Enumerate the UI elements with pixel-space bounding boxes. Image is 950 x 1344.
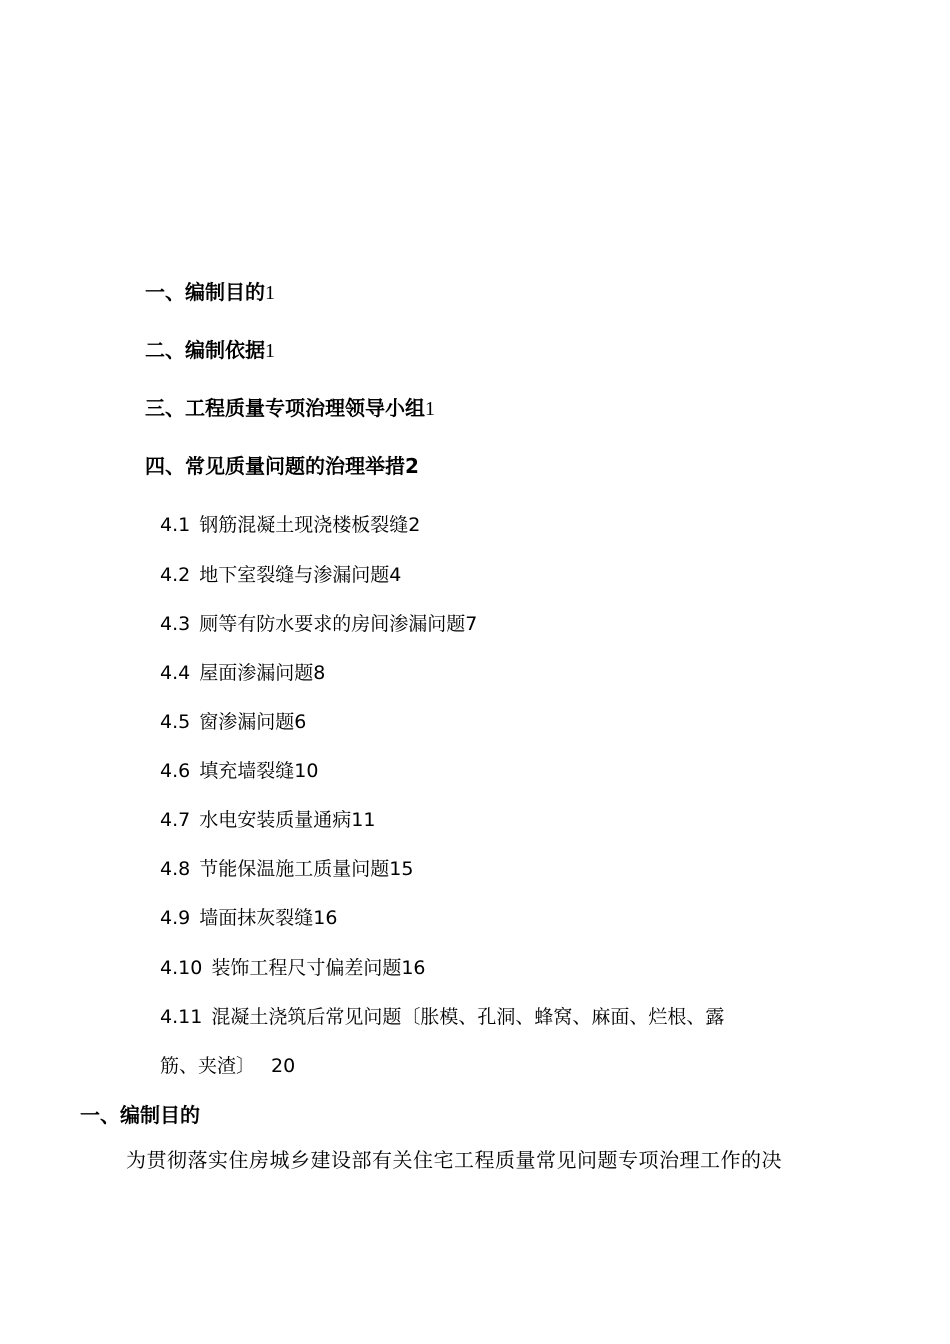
toc-subentry-index: 4.2 <box>160 564 191 586</box>
toc-subentry-index: 4.11 <box>160 1006 203 1028</box>
toc-subentry-4-6[interactable] <box>160 757 318 785</box>
toc-subentry-label: 节能保温施工质量问题 <box>199 858 390 880</box>
toc-subentry-4-8[interactable] <box>160 855 413 883</box>
toc-subentry-4-1[interactable] <box>160 511 420 539</box>
toc-subentry-label: 屋面渗漏问题 <box>199 662 314 684</box>
toc-subentry-label: 装饰工程尺寸偏差问题 <box>211 957 402 979</box>
toc-subentry-index: 4.6 <box>160 760 191 782</box>
toc-subentry-index: 4.5 <box>160 711 191 733</box>
toc-subentry-index: 4.8 <box>160 858 191 880</box>
toc-entry-label: 一、编制目的 <box>145 280 265 304</box>
toc-entry-page: 1 <box>425 398 435 420</box>
toc-subentry-4-4[interactable] <box>160 659 325 687</box>
toc-entry-label: 四、常见质量问题的治理举措 <box>145 454 405 478</box>
toc-subentry-page: 7 <box>465 613 478 635</box>
toc-subentry-index: 4.3 <box>160 613 191 635</box>
toc-subentry-label: 地下室裂缝与渗漏问题 <box>199 564 390 586</box>
toc-entry-page: 1 <box>265 340 275 362</box>
toc-subentry-index: 4.1 <box>160 514 191 536</box>
toc-subentry-index: 4.7 <box>160 809 191 831</box>
toc-subentry-4-9[interactable] <box>160 904 337 932</box>
toc-entry-label: 二、编制依据 <box>145 338 265 362</box>
toc-subentry-4-5[interactable] <box>160 708 306 736</box>
toc-subentry-label: 钢筋混凝土现浇楼板裂缝 <box>199 514 409 536</box>
toc-entry-label: 三、工程质量专项治理领导小组 <box>145 396 425 420</box>
toc-subentry-index: 4.4 <box>160 662 191 684</box>
toc-subentry-4-3[interactable] <box>160 610 477 638</box>
toc-subentry-page: 16 <box>313 907 338 929</box>
toc-subentry-label: 厕等有防水要求的房间渗漏问题 <box>199 613 466 635</box>
section-paragraph: 为贯彻落实住房城乡建设部有关住宅工程质量常见问题专项治理工作的决 <box>126 1148 782 1172</box>
toc-subentry-index: 4.9 <box>160 907 191 929</box>
toc-entry-2[interactable] <box>145 336 275 365</box>
toc-subentry-label: 筋、夹渣〕 <box>160 1055 256 1077</box>
toc-subentry-label: 水电安装质量通病 <box>199 809 352 831</box>
toc-entry-page: 1 <box>265 282 275 304</box>
toc-subentry-page: 16 <box>401 957 426 979</box>
toc-subentry-label: 窗渗漏问题 <box>199 711 295 733</box>
toc-subentry-page: 10 <box>294 760 319 782</box>
toc-subentry-page: 11 <box>351 809 376 831</box>
toc-entry-page: 2 <box>405 454 419 478</box>
toc-subentry-4-11-continuation[interactable] <box>160 1052 295 1080</box>
toc-entry-1[interactable] <box>145 278 275 307</box>
toc-subentry-4-11[interactable] <box>160 1003 724 1031</box>
toc-subentry-label: 混凝土浇筑后常见问题〔胀模、孔洞、蜂窝、麻面、烂根、露 <box>211 1006 725 1028</box>
section-heading: 一、编制目的 <box>80 1103 200 1127</box>
toc-subentry-label: 墙面抹灰裂缝 <box>199 907 314 929</box>
toc-subentry-page: 15 <box>389 858 414 880</box>
toc-subentry-4-7[interactable] <box>160 806 375 834</box>
toc-subentry-page: 20 <box>271 1055 296 1077</box>
toc-subentry-4-10[interactable] <box>160 954 426 982</box>
toc-subentry-page: 8 <box>313 662 326 684</box>
toc-subentry-index: 4.10 <box>160 957 203 979</box>
toc-subentry-4-2[interactable] <box>160 561 401 589</box>
toc-subentry-label: 填充墙裂缝 <box>199 760 295 782</box>
toc-subentry-page: 4 <box>389 564 402 586</box>
toc-entry-3[interactable] <box>145 394 435 423</box>
toc-subentry-page: 2 <box>408 514 421 536</box>
toc-entry-4[interactable] <box>145 452 419 480</box>
toc-subentry-page: 6 <box>294 711 307 733</box>
